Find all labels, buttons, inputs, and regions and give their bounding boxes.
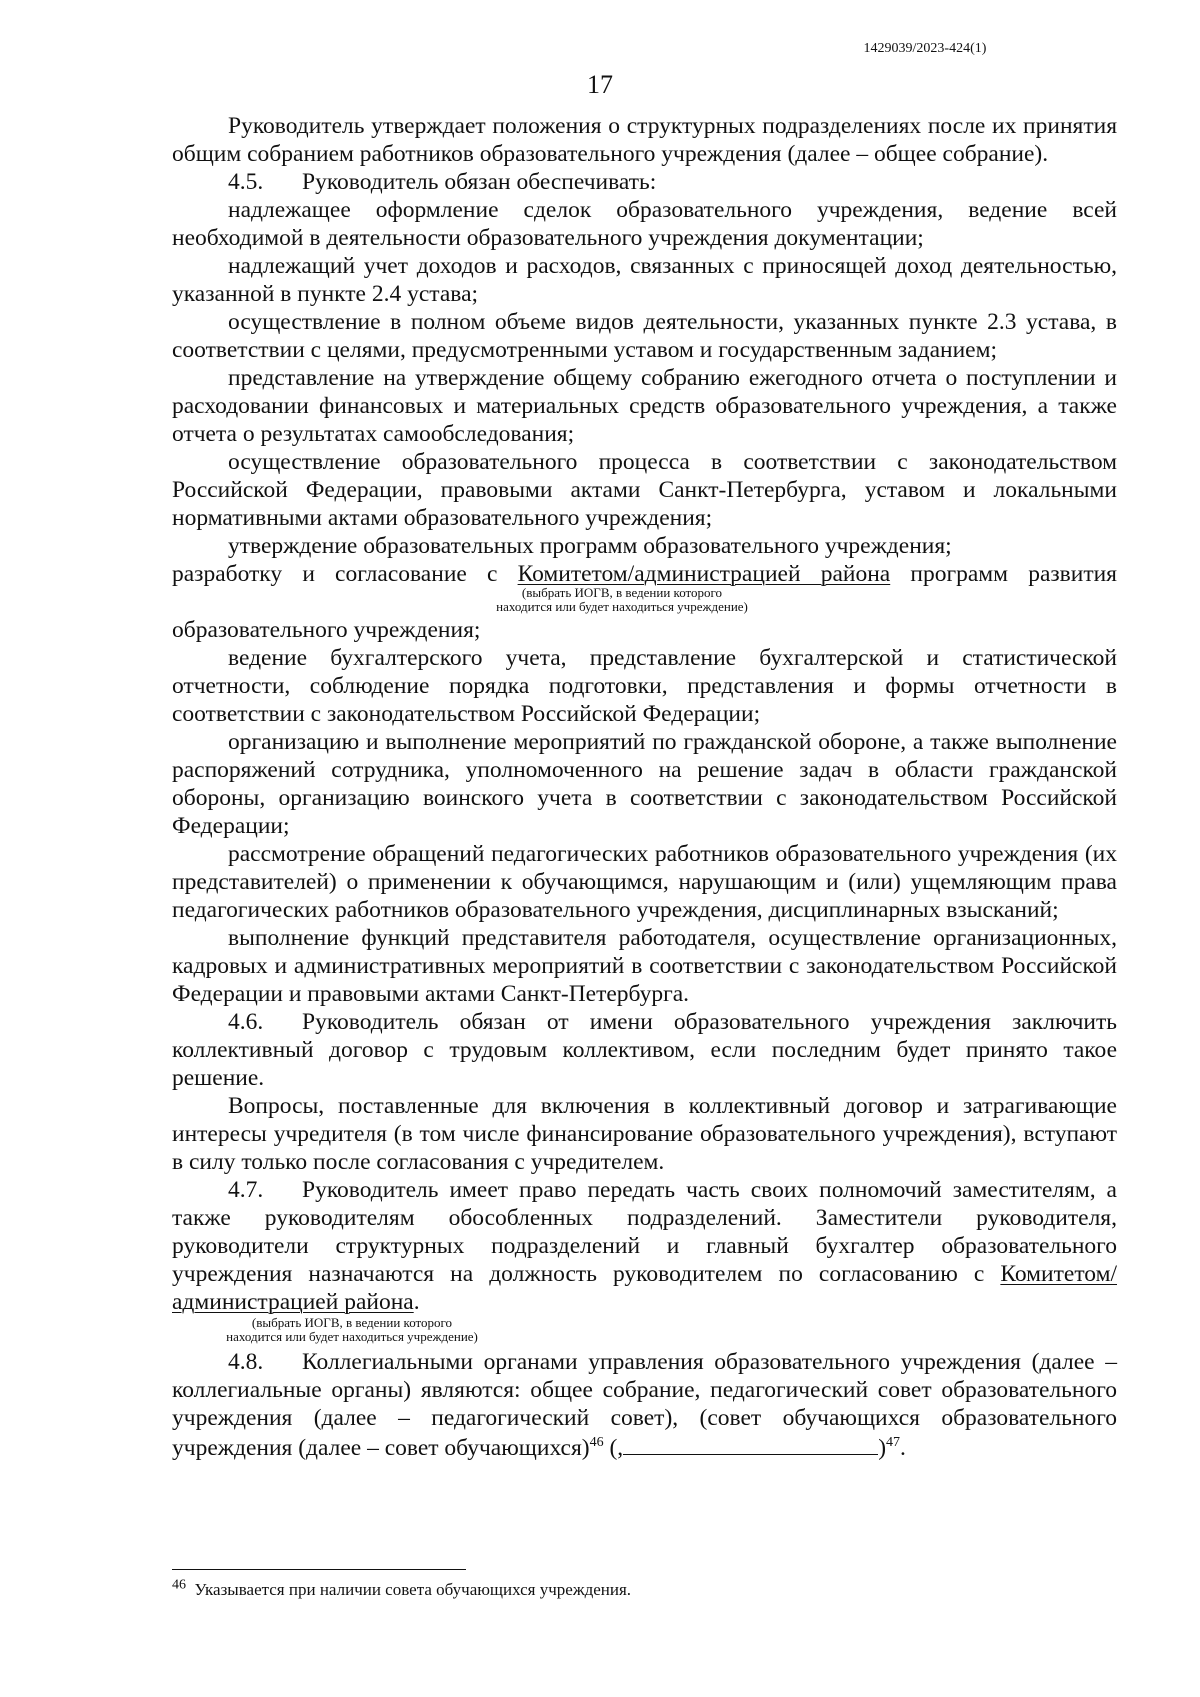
list-item: организацию и выполнение мероприятий по гражданской обороне, а также выполнение распоряжений сотрудника, уполномоченного на решение задач в области гражданской обороны, организацию воинского учета в соответствии с законодательством Российской Федерации; [172, 729, 1117, 839]
document-id: 1429039/2023-424(1) [863, 41, 987, 56]
text-fragment: ) [878, 1435, 887, 1461]
section-4-5 [172, 168, 1117, 196]
text-fragment: разработку и согласование с [172, 561, 518, 587]
list-item: утверждение образовательных программ образовательного учреждения; [228, 533, 952, 559]
section-text: Руководитель обязан от имени образовательного учреждения заключить коллективный договор с трудовым коллективом, если последним будет принято такое решение. [172, 1009, 1117, 1091]
hint-line: (выбрать ИОГВ, в ведении которого [521, 585, 723, 600]
list-item: ведение бухгалтерского учета, представление бухгалтерской и статистической отчетности, соблюдение порядка подготовки, представления и формы отчетности в соответствии с законодательством Российской Федерации; [172, 645, 1117, 727]
section-4-6 [172, 1008, 1117, 1092]
paragraph-structural-units: Руководитель утверждает положения о структурных подразделениях после их принятия общим собранием работников образовательного учреждения (далее – общее собрание). [172, 113, 1117, 167]
text-fragment: . [900, 1435, 906, 1461]
section-number: 4.6. [228, 1009, 264, 1035]
authority-hint-note [462, 586, 782, 614]
footnote-ref: 47 [886, 1435, 901, 1451]
blank-fill-line [623, 1432, 878, 1455]
hint-line: (выбрать ИОГВ, в ведении которого [251, 1315, 453, 1330]
list-item: осуществление образовательного процесса в соответствии с законодательством Российской Федерации, правовыми актами Санкт-Петербурга, уставом и локальными нормативными актами образовательного учреждения; [172, 449, 1117, 531]
document-body [172, 112, 1117, 1462]
section-4-7 [172, 1176, 1117, 1316]
text-fragment: программ развития [890, 561, 1117, 587]
list-item: надлежащее оформление сделок образовательного учреждения, ведение всей необходимой в деятельности образовательного учреждения документации; [172, 197, 1117, 251]
page-number: 17 [587, 70, 613, 99]
paragraph-questions: Вопросы, поставленные для включения в коллективный договор и затрагивающие интересы учредителя (в том числе финансирование образовательного учреждения), вступают в силу только после согласования с учредителем. [172, 1093, 1117, 1175]
hint-line: находится или будет находиться учреждение) [226, 1329, 478, 1344]
section-text: Руководитель обязан обеспечивать: [302, 169, 657, 195]
text-fragment: . [413, 1289, 420, 1315]
list-item: представление на утверждение общему собранию ежегодного отчета о поступлении и расходовании финансовых и материальных средств образовательного учреждения, а также отчета о результатах самообследования; [172, 365, 1117, 447]
footnote-ref: 46 [589, 1435, 604, 1451]
list-item: осуществление в полном объеме видов деятельности, указанных пункте 2.3 устава, в соответствии с целями, предусмотренными уставом и государственным заданием; [172, 309, 1117, 363]
list-item-development-program [172, 560, 1117, 588]
footnote-text: Указывается при наличии совета обучающихся учреждения. [194, 1580, 632, 1599]
authority-placeholder: Комитетом/администрацией района [517, 561, 891, 587]
section-number: 4.7. [228, 1177, 264, 1203]
section-number: 4.8. [228, 1349, 264, 1375]
list-item: рассмотрение обращений педагогических работников образовательного учреждения (их представителей) о применении к обучающимся, нарушающим и (или) ущемляющим права педагогических работников образовательного учреждения, дисциплинарных взысканий; [172, 841, 1117, 923]
authority-hint-note [182, 1316, 522, 1344]
list-item-continuation: образовательного учреждения; [172, 617, 481, 643]
list-item: надлежащий учет доходов и расходов, связанных с приносящей доход деятельностью, указанной в пункте 2.4 устава; [172, 253, 1117, 307]
text-fragment: (, [603, 1435, 624, 1461]
section-4-8 [172, 1348, 1117, 1462]
section-text: Руководитель имеет право передать часть своих полномочий заместителям, а также руководителям обособленных подразделений. Заместители руководителя, руководители структурных подразделений и главный бухгалтер образовательного учреждения назначаются на должность руководителем по согласованию с [172, 1177, 1117, 1287]
footnote-mark: 46 [172, 1577, 186, 1593]
section-number: 4.5. [228, 169, 264, 195]
footnote [172, 1577, 632, 1600]
authority-placeholder: Комитетом/администрацией района [172, 1261, 1117, 1315]
section-text: Коллегиальными органами управления образовательного учреждения (далее – коллегиальные органы) являются: общее собрание, педагогический совет образовательного учреждения (далее – педагогический совет), (совет обучающихся образовательного учреждения (далее – совет обучающихся) [172, 1349, 1117, 1461]
list-item: выполнение функций представителя работодателя, осуществление организационных, кадровых и административных мероприятий в соответствии с законодательством Российской Федерации и правовыми актами Санкт-Петербурга. [172, 925, 1117, 1007]
hint-line: находится или будет находиться учреждение) [496, 599, 748, 614]
footnote-separator [172, 1569, 466, 1570]
